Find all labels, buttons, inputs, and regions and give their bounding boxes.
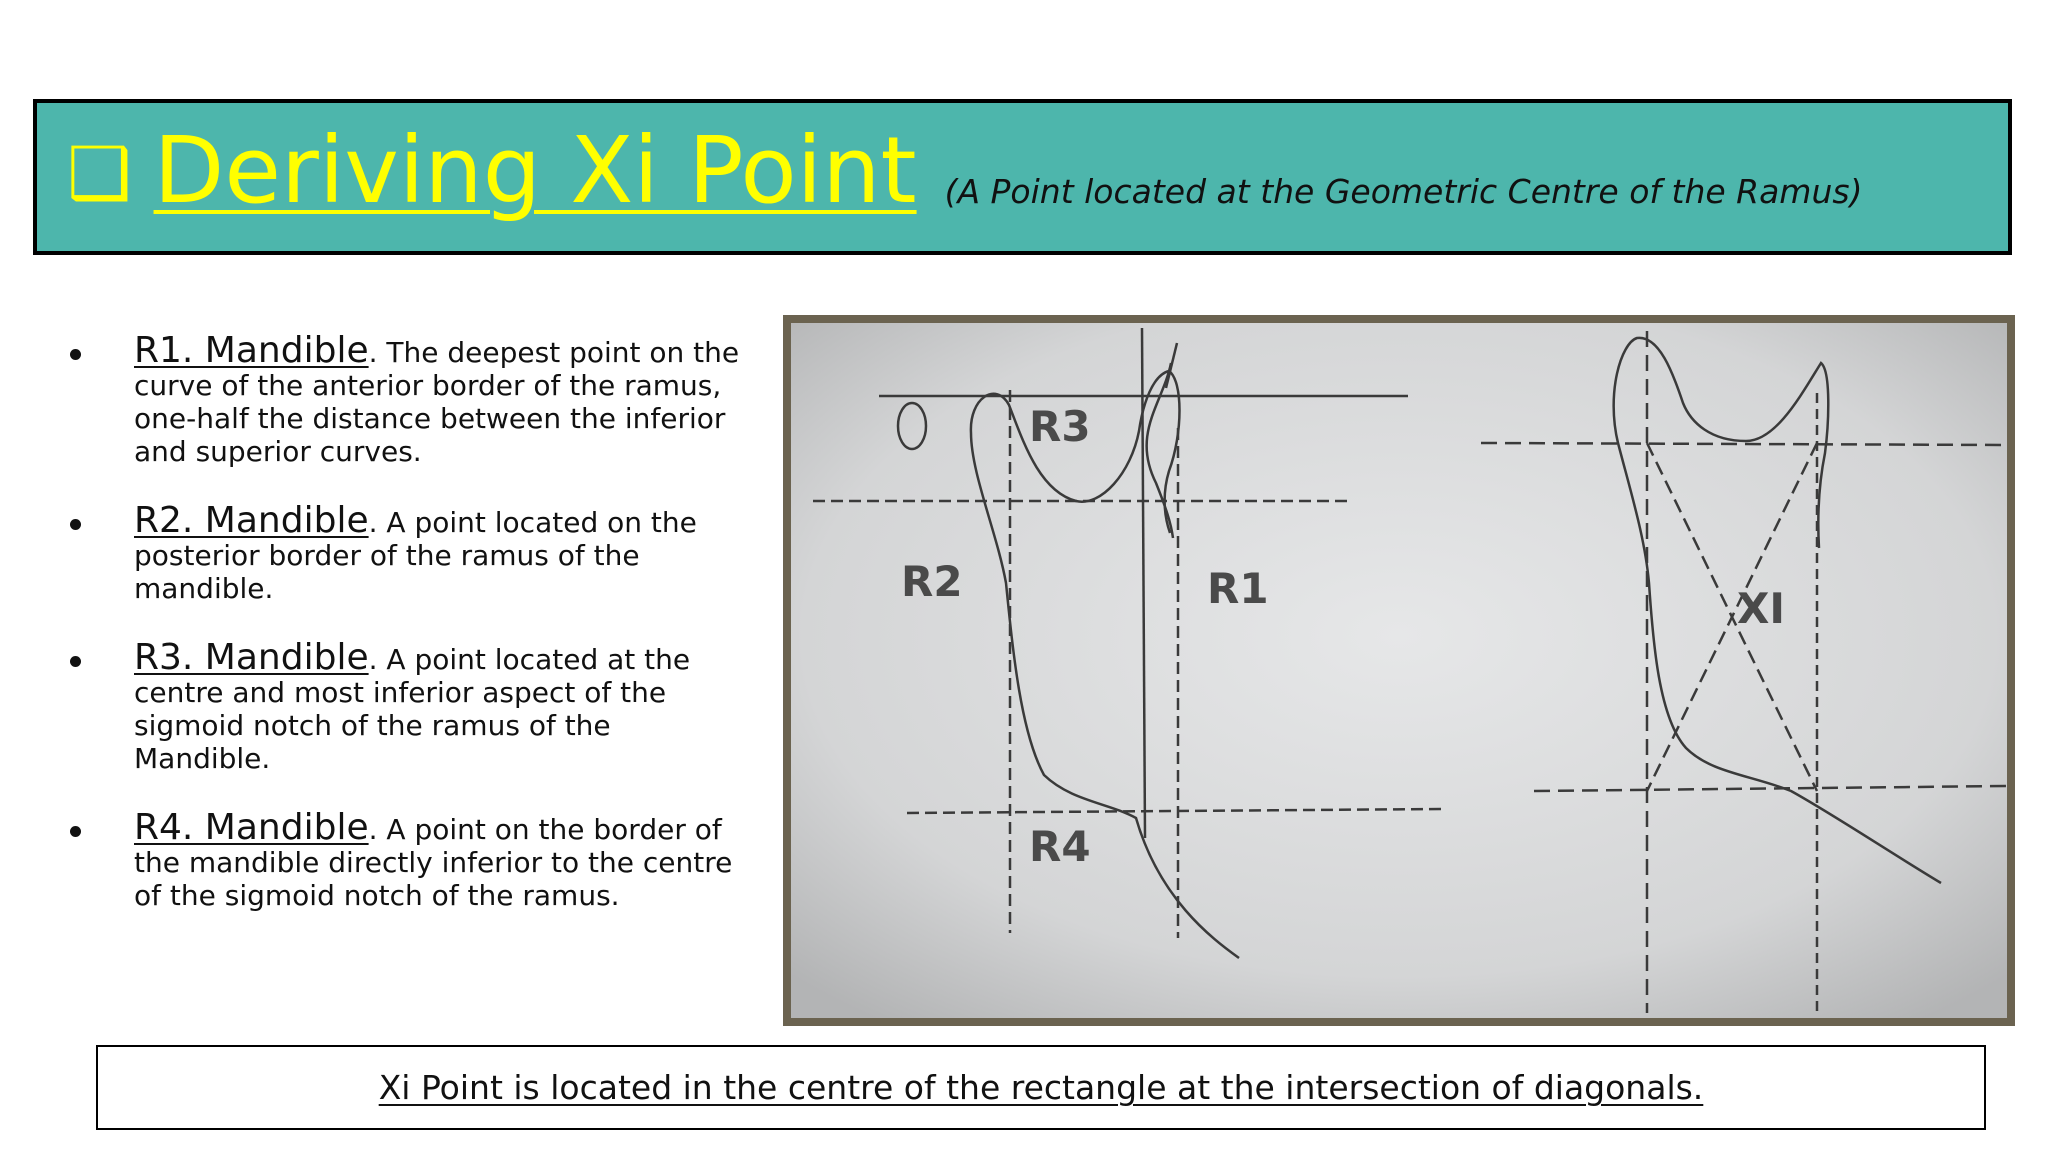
list-item bbox=[62, 637, 752, 775]
ramus-diagram bbox=[791, 323, 2007, 1018]
caption-box bbox=[96, 1045, 1986, 1130]
label-r1: R1 bbox=[1207, 564, 1269, 613]
definition-term: R3. Mandible bbox=[134, 637, 369, 678]
page-title: Deriving Xi Point bbox=[153, 117, 917, 224]
ramus-diagram-figure bbox=[783, 315, 2015, 1026]
checkbox-icon: ❑ bbox=[67, 131, 132, 215]
list-item bbox=[62, 500, 752, 605]
list-item bbox=[62, 330, 752, 468]
definition-text: . A point located on the posterior border of the ramus of the mandible. bbox=[134, 506, 697, 605]
caption-text: Xi Point is located in the centre of the rectangle at the intersection of diagonals. bbox=[378, 1068, 1704, 1107]
definition-text: . A point on the border of the mandible directly inferior to the centre of the sigmoid notch of the ramus. bbox=[134, 813, 733, 912]
definition-text: . The deepest point on the curve of the anterior border of the ramus, one-half the distance between the inferior and superior curves. bbox=[134, 336, 740, 468]
label-r3: R3 bbox=[1029, 402, 1091, 451]
bullet-icon bbox=[70, 519, 81, 530]
page-subtitle: (A Point located at the Geometric Centre of the Ramus) bbox=[944, 171, 1863, 211]
definition-term: R1. Mandible bbox=[134, 330, 369, 371]
list-item bbox=[62, 807, 752, 912]
definition-term: R2. Mandible bbox=[134, 500, 369, 541]
bullet-icon bbox=[70, 349, 81, 360]
label-r4: R4 bbox=[1029, 822, 1091, 871]
bullet-icon bbox=[70, 656, 81, 667]
bullet-icon bbox=[70, 826, 81, 837]
definition-list bbox=[62, 330, 752, 948]
definition-term: R4. Mandible bbox=[134, 807, 369, 848]
label-xi: XI bbox=[1737, 584, 1786, 633]
title-bar bbox=[33, 99, 2012, 255]
label-r2: R2 bbox=[901, 557, 963, 606]
definition-text: . A point located at the centre and most inferior aspect of the sigmoid notch of the ramus of the Mandible. bbox=[134, 643, 691, 775]
right-diagram-labels bbox=[1737, 584, 1785, 633]
paper-background bbox=[791, 323, 2007, 1018]
